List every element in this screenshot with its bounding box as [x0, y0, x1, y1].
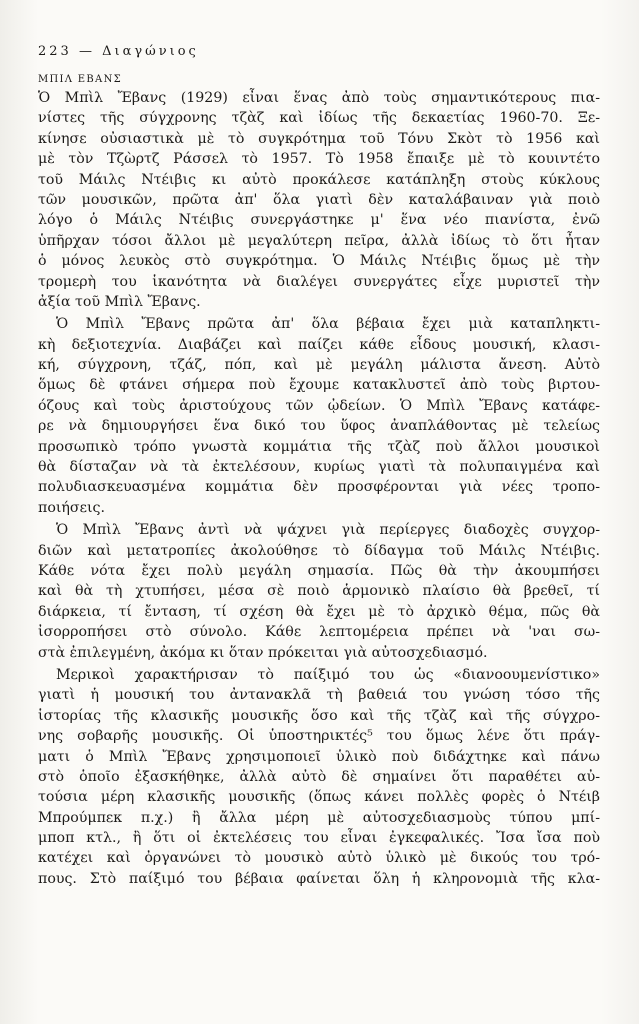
text-line: ποιήσεις.: [38, 499, 105, 516]
text-line: τρομερὴ του ἱκανότητα νὰ διαλέγει συνεργάτες εἶχε μυριστεῖ τὴν: [38, 273, 600, 290]
text-line: Ὁ Μπὶλ Ἔβανς ἀντὶ νὰ ψάχνει γιὰ περίεργες διαδοχὲς συγχορ-: [56, 522, 600, 539]
text-line: τῶν μουσικῶν, πρῶτα ἀπ' ὅλα γιατὶ δὲν καταλάβαιναν γιὰ ποιὸ: [38, 191, 600, 208]
text-line: Ὁ Μπὶλ Ἔβανς πρῶτα ἀπ' ὅλα βέβαια ἔχει μιὰ καταπληκτι-: [56, 316, 600, 333]
text-line: διάρκεια, τί ἔνταση, τί σχέση θὰ ἔχει μὲ τὸ ἀρχικὸ θέμα, πῶς θὰ: [38, 603, 600, 620]
text-line: ὅμως δὲ φτάνει σήμερα ποὺ ἔχουμε κατακλυστεῖ ἀπὸ τοὺς βιρτου-: [38, 377, 600, 394]
text-line: ἀξία τοῦ Μπὶλ Ἔβανς.: [38, 293, 201, 310]
text-line: κίνησε οὐσιαστικὰ μὲ τὸ συγκρότημα τοῦ Τόνυ Σκὸτ τὸ 1956 καὶ: [38, 130, 600, 147]
text-line: μποπ κτλ., ἢ ὅτι οἱ ἐκτελέσεις του εἶναι ἐγκεφαλικές. Ἴσα ἴσα ποὺ: [38, 830, 600, 847]
text-line: ρε νὰ δημιουργήσει ἕνα δικό του ὕφος ἀναπλάθοντας μὲ τελείως: [38, 418, 600, 435]
text-line: ἰσορροπήσει στὸ σύνολο. Κάθε λεπτομέρεια πρέπει νὰ 'ναι σω-: [38, 624, 600, 641]
text-line: νης σοβαρῆς μουσικῆς. Οἱ ὑποστηρικτές⁵ του ὅμως λένε ὅτι πράγ-: [38, 728, 600, 745]
text-line: ματι ὁ Μπὶλ Ἔβανς χρησιμοποιεῖ ὑλικὸ ποὺ διδάχτηκε καὶ πάνω: [38, 748, 600, 765]
text-line: Μπρούμπεκ π.χ.) ἢ ἄλλα μέρη μὲ αὐτοσχεδιασμοὺς τύπου μπί-: [38, 809, 600, 826]
text-line: κή, σύγχρονη, τζάζ, πόπ, καὶ μὲ μεγάλη μάλιστα ἄνεση. Αὐτὸ: [38, 357, 600, 374]
text-line: τοῦ Μάιλς Ντέιβις κι αὐτὸ προκάλεσε κατάπληξη στοὺς κύκλους: [38, 171, 600, 188]
text-line: Ὁ Μπὶλ Ἔβανς (1929) εἶναι ἕνας ἀπὸ τοὺς σημαντικότερους πια-: [38, 90, 600, 106]
body-text: [38, 88, 600, 889]
text-line: κὴ δεξιοτεχνία. Διαβάζει καὶ παίζει κάθε εἶδους μουσική, κλασι-: [38, 336, 600, 353]
text-line: στὰ ἐπιλεγμένη, ἀκόμα κι ὅταν πρόκειται γιὰ αὐτοσχεδιασμό.: [38, 644, 488, 661]
text-line: γιατὶ ἡ μουσική του ἀντανακλᾶ τὴ βαθειά του γνώση τόσο τῆς: [38, 687, 600, 704]
text-line: νίστες τῆς σύγχρονης τζὰζ καὶ ἰδίως τῆς δεκαετίας 1960-70. Ξε-: [38, 110, 600, 127]
text-line: λόγο ὁ Μάιλς Ντέιβις συνεργάστηκε μ' ἕνα νέο πιανίστα, ἐνῶ: [38, 212, 600, 229]
text-line: τούσια μέρη κλασικῆς μουσικῆς (ὅπως κάνει πολλὲς φορὲς ὁ Ντέιβ: [38, 789, 600, 806]
text-line: προσωπικὸ τρόπο γνωστὰ κομμάτια τῆς τζὰζ ποὺ ἄλλοι μουσικοὶ: [38, 438, 600, 455]
text-line: Μερικοὶ χαρακτήρισαν τὸ παίξιμό του ὡς «διανοουμενίστικο»: [56, 666, 600, 683]
text-line: κατέχει καὶ ὀργανώνει τὸ μουσικὸ αὐτὸ ὑλικὸ μὲ δικούς του τρό-: [38, 850, 600, 867]
text-line: πους. Στὸ παίξιμό του βέβαια φαίνεται ὅλη ἡ κληρονομιὰ τῆς κλα-: [38, 870, 600, 887]
text-line: ὁ μόνος λευκὸς στὸ συγκρότημα. Ὁ Μάιλς Ντέιβις ὅμως μὲ τὴν: [38, 253, 600, 270]
text-line: διῶν καὶ μετατροπίες ἀκολούθησε τὸ δίδαγμα τοῦ Μάιλς Ντέιβις.: [38, 542, 600, 559]
text-line: ἱστορίας τῆς κλασικῆς μουσικῆς ὅσο καὶ τῆς τζὰζ καὶ τῆς σύγχρο-: [38, 707, 600, 724]
text-line: θὰ δίσταζαν νὰ τὰ ἐκτελέσουν, κυρίως γιατὶ τὰ πολυπαιγμένα καὶ: [38, 459, 600, 476]
running-head: 223 — Διαγώνιος: [38, 44, 199, 59]
text-line: όζους καὶ τοὺς ἀριστούχους τῶν ᾠδείων. Ὁ Μπὶλ Ἔβανς κατάφε-: [38, 397, 600, 414]
text-line: μὲ τὸν Τζὼρτζ Ράσσελ τὸ 1957. Τὸ 1958 ἔπαιξε μὲ τὸ κουιντέτο: [38, 151, 600, 168]
text-line: Κάθε νότα ἔχει πολὺ μεγάλη σημασία. Πῶς θὰ τὴν ἀκουμπήσει: [38, 562, 600, 579]
text-line: πολυδιασκευασμένα κομμάτια δὲν προσφέρονται γιὰ νέες τροπο-: [38, 479, 600, 496]
text-line: καὶ θὰ τὴ χτυπήσει, μέσα σὲ ποιὸ ἁρμονικὸ πλαίσιο θὰ βρεθεῖ, τί: [38, 583, 600, 600]
section-title: ΜΠΙΛ ΕΒΑΝΣ: [38, 74, 123, 85]
text-line: ὑπῆρχαν τόσοι ἄλλοι μὲ μεγαλύτερη πεῖρα, ἀλλὰ ἰδίως τὸ ὅτι ἦταν: [38, 232, 600, 249]
text-line: στὸ ὁποῖο ἐξασκήθηκε, ἀλλὰ αὐτὸ δὲ σημαίνει ὅτι παραθέτει αὐ-: [38, 768, 600, 785]
